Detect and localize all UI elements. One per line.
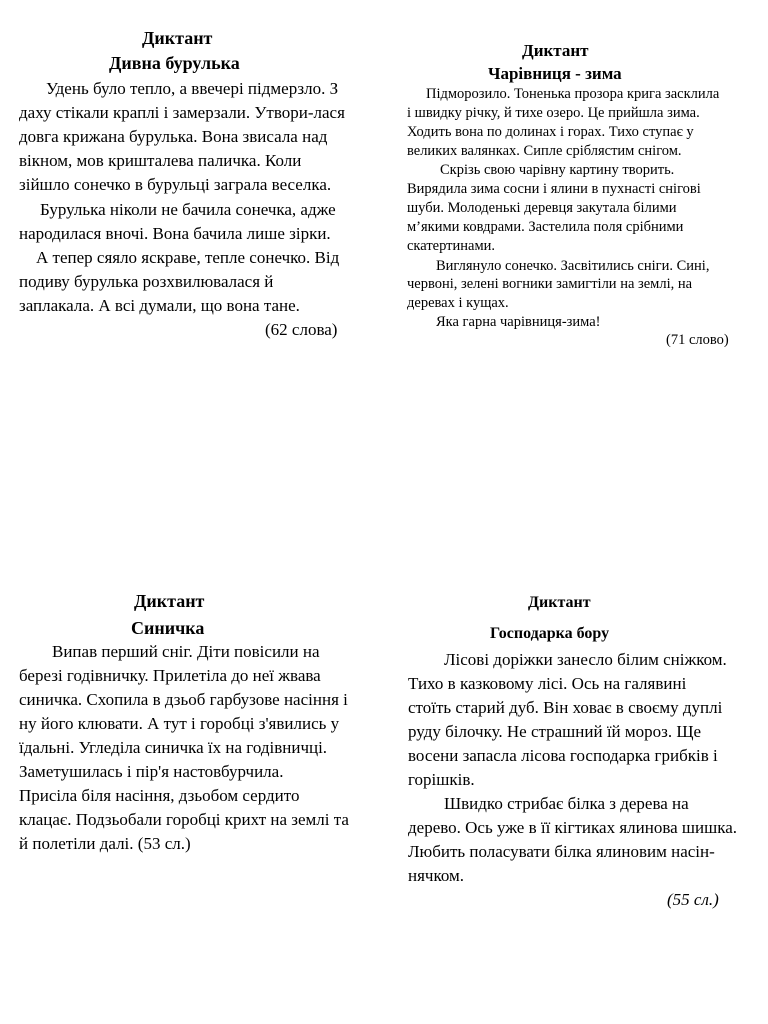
text-line: Удень було тепло, а ввечері підмерзло. З [46, 79, 339, 98]
story-title: Господарка бору [490, 625, 610, 642]
text-line: клацає. Подзьобали горобці крихт на землі та [19, 810, 349, 829]
story-title: Дивна бурулька [109, 53, 240, 73]
text-line: даху стікали краплі і замерзали. Утвори-лася [19, 103, 345, 122]
text-line: довга крижана бурулька. Вона звисала над [19, 127, 328, 146]
text-line: Скрізь свою чарівну картину творить. [440, 162, 675, 178]
text-line: Випав перший сніг. Діти повісили на [52, 642, 320, 661]
text-line: й полетіли далі. (53 сл.) [19, 834, 191, 853]
word-count: (71 слово) [666, 332, 729, 348]
dictation-titmouse [0, 580, 400, 880]
text-line: скатертинами. [407, 238, 496, 254]
text-line: заплакала. А всі думали, що вона тане. [19, 296, 300, 315]
text-line: зійшло сонечко в бурульці заграла веселка. [19, 175, 332, 194]
text-line: А тепер сяяло яскраве, тепле сонечко. Від [36, 248, 340, 267]
dictation-diving-icicle [0, 0, 384, 360]
heading: Диктант [522, 41, 589, 60]
text-line: дерево. Ось уже в її кігтиках ялинова шишка. [408, 818, 737, 837]
text-line: червоні, зелені вогники замигтіли на землі, на [407, 276, 693, 292]
text-line: Швидко стрибає білка з дерева на [444, 794, 689, 813]
text-line: березі годівничку. Прилетіла до неї жвава [19, 666, 321, 685]
text-line: їдальні. Угледіла синичка їх на годівничці. [19, 738, 328, 757]
text-line: Бурулька ніколи не бачила сонечка, адже [40, 200, 336, 219]
text-line: великих валянках. Сипле сріблястим снігом. [407, 143, 682, 159]
text-line: горішків. [408, 770, 475, 789]
text-line: подиву бурулька розхвилювалася й [19, 272, 274, 291]
text-line: восени запасла лісова господарка грибків і [408, 746, 718, 765]
text-line: стоїть старий дуб. Він ховає в своєму дуплі [408, 698, 723, 717]
story-title: Чарівниця - зима [488, 64, 622, 83]
heading: Диктант [134, 591, 205, 611]
text-line: руду білочку. Не страшний їй мороз. Ще [408, 722, 702, 741]
text-line: нячком. [408, 866, 465, 885]
text-line: Ходить вона по долинах і горах. Тихо ступає у [407, 124, 694, 140]
heading: Диктант [142, 28, 213, 48]
story-title: Синичка [131, 618, 205, 638]
text-line: Яка гарна чарівниця-зима! [436, 314, 601, 330]
text-line: деревах і кущах. [407, 295, 509, 311]
word-count: (55 сл.) [667, 890, 719, 909]
text-line: Присіла біля насіння, дзьобом сердито [19, 786, 300, 805]
text-line: Тихо в казковому лісі. Ось на галявині [408, 674, 687, 693]
text-line: Вирядила зима сосни і ялини в пухнасті снігові [407, 181, 701, 197]
text-line: вікном, мов кришталева паличка. Коли [19, 151, 302, 170]
word-count: (62 слова) [265, 320, 338, 339]
text-line: Лісові доріжки занесло білим сніжком. [444, 650, 727, 669]
text-line: Заметушилась і пір'я настовбурчила. [19, 762, 284, 781]
dictation-magic-winter [384, 0, 768, 360]
text-line: Любить поласувати білка ялиновим насін- [408, 842, 715, 861]
dictation-forest-hostess [400, 580, 768, 920]
text-line: Виглянуло сонечко. Засвітились сніги. Сині, [436, 258, 710, 274]
text-line: шуби. Молоденькі деревця закутала білими [407, 200, 677, 216]
text-line: синичка. Схопила в дзьоб гарбузове насіння і [19, 690, 348, 709]
text-line: м’якими ковдрами. Застелила поля срібними [407, 219, 684, 235]
text-line: Підморозило. Тоненька прозора крига засклила [426, 86, 720, 102]
text-line: ну його клювати. А тут і горобці з'явились у [19, 714, 340, 733]
heading: Диктант [528, 594, 591, 611]
text-line: народилася вночі. Вона бачила лише зірки. [19, 224, 331, 243]
text-line: і швидку річку, й тихе озеро. Це прийшла зима. [407, 105, 700, 121]
